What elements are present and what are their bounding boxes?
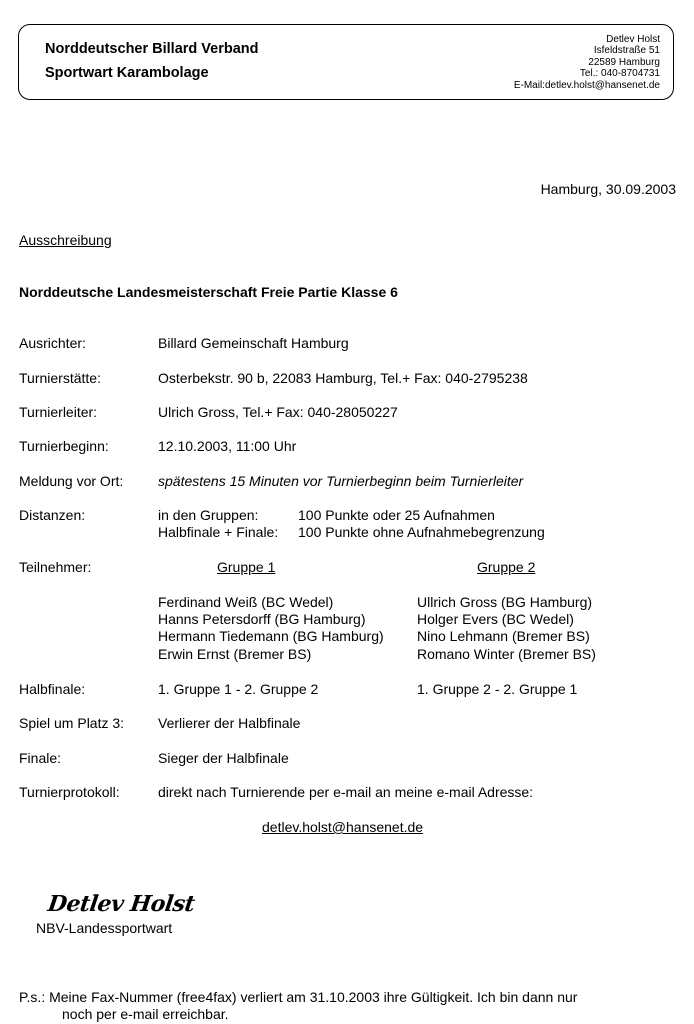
halbfinale-label: Halbfinale: (19, 681, 86, 697)
protokoll-value: direkt nach Turnierende per e-mail an meine e-mail Adresse: (158, 784, 534, 800)
ausrichter-label: Ausrichter: (19, 335, 86, 351)
halbfinale-match-2: 1. Gruppe 2 - 2. Gruppe 1 (417, 681, 578, 697)
halbfinale-match-1: 1. Gruppe 1 - 2. Gruppe 2 (158, 681, 319, 697)
handwritten-signature: Detlev Holst (46, 891, 197, 917)
contact-street: Isfeldstraße 51 (593, 45, 660, 56)
group-2-player: Nino Lehmann (Bremer BS) (417, 628, 590, 644)
group-2-player: Ullrich Gross (BG Hamburg) (417, 594, 593, 610)
group-2-player: Romano Winter (Bremer BS) (417, 646, 596, 662)
protokoll-label: Turnierprotokoll: (19, 784, 120, 800)
finale-value: Sieger der Halbfinale (158, 750, 289, 766)
subject: Ausschreibung (19, 232, 112, 248)
group-1-heading: Gruppe 1 (217, 559, 276, 575)
turnierbeginn-label: Turnierbeginn: (19, 438, 109, 454)
ps-line-1: P.s.: Meine Fax-Nummer (free4fax) verliert am 31.10.2003 ihre Gültigkeit. Ich bin dann nur (19, 989, 578, 1005)
turnierbeginn-value: 12.10.2003, 11:00 Uhr (158, 438, 297, 454)
contact-name: Detlev Holst (606, 34, 660, 45)
document-title: Norddeutsche Landesmeisterschaft Freie Partie Klasse 6 (19, 284, 398, 300)
contact-email: E-Mail:detlev.holst@hansenet.de (513, 80, 660, 91)
date-line: Hamburg, 30.09.2003 (540, 181, 676, 197)
distanzen-label: Distanzen: (19, 507, 86, 523)
distanz-phase: Halbfinale + Finale: (158, 524, 279, 540)
group-1-player: Erwin Ernst (Bremer BS) (158, 646, 312, 662)
teilnehmer-label: Teilnehmer: (19, 559, 92, 575)
meldung-label: Meldung vor Ort: (19, 473, 124, 489)
distanz-rule: 100 Punkte oder 25 Aufnahmen (298, 507, 495, 523)
turnierstaette-label: Turnierstätte: (19, 370, 101, 386)
contact-city: 22589 Hamburg (588, 57, 660, 68)
distanz-rule: 100 Punkte ohne Aufnahmebegrenzung (298, 524, 545, 540)
group-1-player: Hermann Tiedemann (BG Hamburg) (158, 628, 384, 644)
signature-role: NBV-Landessportwart (36, 920, 173, 936)
finale-label: Finale: (19, 750, 62, 766)
group-1-player: Hanns Petersdorff (BG Hamburg) (158, 611, 366, 627)
platz3-label: Spiel um Platz 3: (19, 715, 125, 731)
org-department: Sportwart Karambolage (45, 65, 209, 81)
distanz-phase: in den Gruppen: (158, 507, 259, 523)
org-name: Norddeutscher Billard Verband (45, 41, 259, 57)
group-1-player: Ferdinand Weiß (BC Wedel) (158, 594, 334, 610)
ps-line-2: noch per e-mail erreichbar. (62, 1006, 229, 1022)
ausrichter-value: Billard Gemeinschaft Hamburg (158, 335, 349, 351)
meldung-value: spätestens 15 Minuten vor Turnierbeginn beim Turnierleiter (158, 473, 524, 489)
turnierleiter-label: Turnierleiter: (19, 404, 98, 420)
group-2-heading: Gruppe 2 (477, 559, 536, 575)
group-2-player: Holger Evers (BC Wedel) (417, 611, 574, 627)
turnierstaette-value: Osterbekstr. 90 b, 22083 Hamburg, Tel.+ Fax: 040-2795238 (158, 370, 528, 386)
contact-phone: Tel.: 040-8704731 (579, 68, 660, 79)
turnierleiter-value: Ulrich Gross, Tel.+ Fax: 040-28050227 (158, 404, 398, 420)
platz3-value: Verlierer der Halbfinale (158, 715, 301, 731)
protokoll-email-link[interactable]: detlev.holst@hansenet.de (262, 819, 424, 835)
